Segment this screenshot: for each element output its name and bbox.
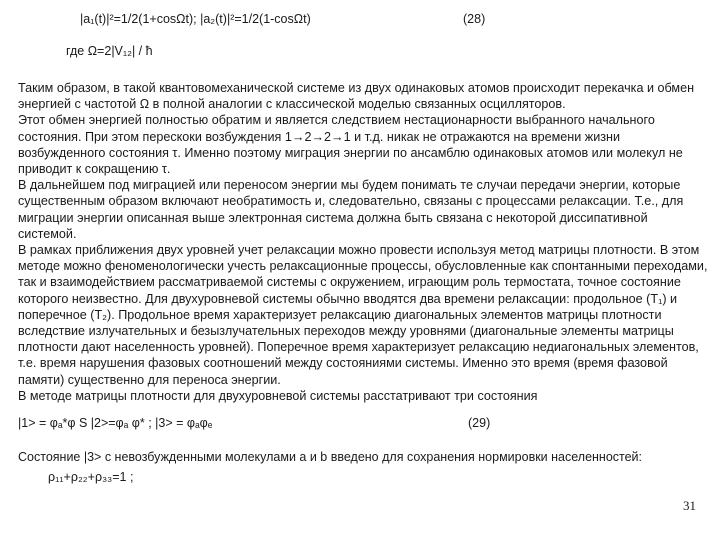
paragraph: В рамках приближения двух уровней учет релаксации можно провести используя метод матрицы плотности. В этом методе можно феноменологически учесть релаксационные процессы, обусловленные как спонтанными переходами, так и взаимодействием рассматриваемой системы с окружением, играющим роль термостата, точное состояние которого неизвестно. Для двухуровневой системы обычно вводятся два времени релаксации: продольное (T₁) и поперечное (T₂). Продольное время характеризует релаксацию диагональных элементов матрицы плотности вследствие излучательных и безызлучательных переходов между уровнями (диагональные элементы матрицы плотности дают населенность уровней). Поперечное время характеризует релаксацию недиагональных элементов, т.е. время нарушения фазовых соотношений между состояниями системы. Именно это время (время фазовой памяти) существенно для переноса энергии. (18, 243, 708, 387)
equation-28-number: (28) (463, 12, 486, 26)
paragraph: В дальнейшем под миграцией или переносом энергии мы будем понимать те случаи передачи энергии, которые существенным образом включают необратимость и, следовательно, связаны с процессами релаксации. Т.е., для миграции энергии описанная выше электронная система должна быть связана с некоторой диссипативной системой. (18, 178, 684, 241)
state-3-sentence: Состояние |3> с невозбужденными молекулами a и b введено для сохранения нормировки населенностей: (18, 450, 643, 464)
body-text (18, 80, 708, 404)
paragraph: В методе матрицы плотности для двухуровневой системы расстатривают три состояния (18, 388, 538, 403)
omega-definition: где Ω=2|V₁₂| / ħ (66, 44, 153, 58)
equation-29-number: (29) (468, 416, 491, 430)
paragraph: Таким образом, в такой квантовомеханической системе из двух одинаковых атомов происходит перекачка и обмен энергией с частотой Ω в полной аналогии с классической моделью связанных осцилляторов. (18, 81, 695, 112)
page-number: 31 (683, 498, 696, 513)
equation-29: |1> = φₐ*φ S |2>=φₐ φ* ; |3> = φₐφₑ (18, 416, 213, 430)
paragraph: Этот обмен энергией полностью обратим и является следствием нестационарности выбранного начального состояния. При этом перескоки возбуждения 1→2→2→1 и т.д. никак не отражаются на времени жизни возбужденного состояния τ. Именно поэтому миграция энергии по ансамблю одинаковых атомов или молекул не приводит к сокращению τ. (18, 113, 683, 177)
equation-28: |a₁(t)|²=1/2(1+cosΩt); |a₂(t)|²=1/2(1-cosΩt) (80, 12, 311, 26)
normalization-equation: ρ₁₁+ρ₂₂+ρ₃₃=1 ; (48, 470, 134, 484)
